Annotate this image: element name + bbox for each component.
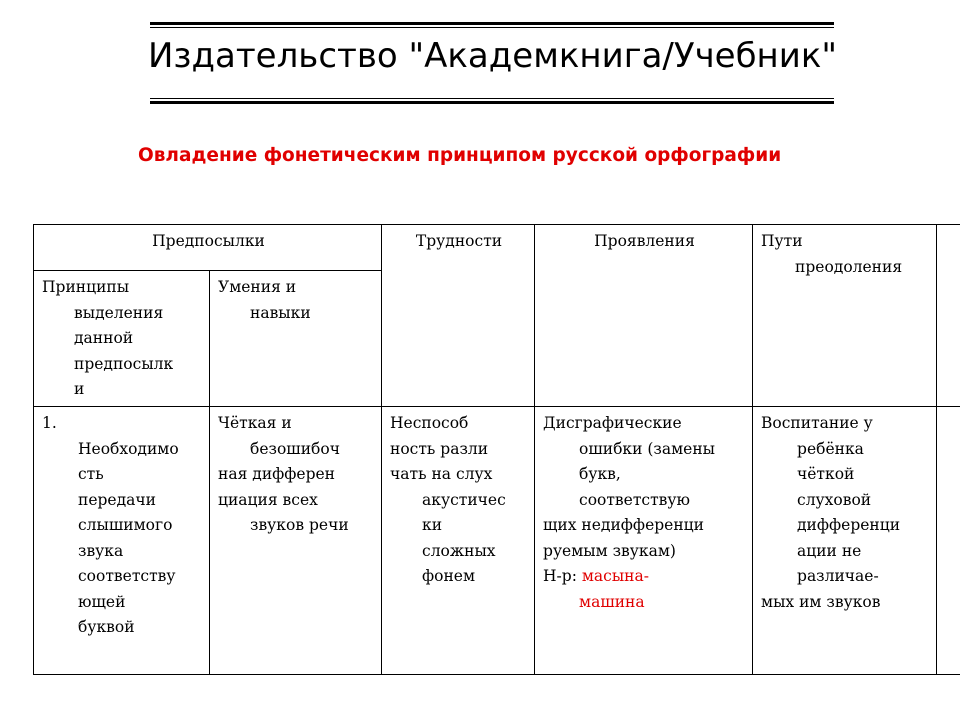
extra-column-cell bbox=[937, 407, 960, 675]
header-rule-top-thick bbox=[150, 22, 834, 25]
header-difficulties: Трудности bbox=[382, 225, 535, 407]
cell-line: Необходимо bbox=[78, 439, 179, 458]
cell-line: ошибки (замены bbox=[579, 439, 716, 458]
cell-line: сложных bbox=[422, 541, 496, 560]
cell-line: передачи bbox=[78, 490, 156, 509]
cell-line: Дисграфические bbox=[543, 414, 682, 432]
cell-line: Неспособ bbox=[390, 414, 469, 432]
cell-line: мых им звуков bbox=[761, 592, 881, 611]
cell-line: буквой bbox=[78, 618, 135, 636]
cell-line: руемым звукам) bbox=[543, 541, 676, 560]
cell-line: слуховой bbox=[797, 490, 872, 509]
example-prefix: Н-р: bbox=[543, 567, 582, 585]
cell-line: соответствую bbox=[579, 490, 691, 509]
table-header-row bbox=[34, 225, 960, 271]
cell-inability bbox=[382, 407, 535, 675]
cell-line: ребёнка bbox=[797, 439, 864, 458]
cell-line: чать на слух bbox=[390, 465, 493, 483]
publisher-title: Издательство "Академкнига/Учебник" bbox=[148, 36, 838, 76]
cell-line: Чёткая и bbox=[218, 414, 292, 432]
principles-line: и bbox=[74, 380, 85, 398]
cell-line: ная дифферен bbox=[218, 465, 336, 483]
cell-line: ность разли bbox=[390, 439, 489, 458]
header-prerequisites: Предпосылки bbox=[34, 225, 382, 271]
cell-dysgraphia bbox=[535, 407, 753, 675]
subheader-principles bbox=[34, 271, 210, 407]
example-word-red: масына- bbox=[581, 567, 649, 585]
principles-line: данной bbox=[74, 329, 134, 347]
page-subtitle: Овладение фонетическим принципом русской орфографии bbox=[138, 145, 782, 166]
cell-line: 1. bbox=[42, 414, 57, 432]
skills-line: Умения и bbox=[218, 278, 297, 296]
cell-line: слышимого bbox=[78, 516, 173, 534]
skills-line: навыки bbox=[250, 303, 311, 322]
header-rule-bottom-thick bbox=[150, 101, 834, 104]
cell-line: соответству bbox=[78, 567, 176, 585]
example-word-red: машина bbox=[579, 592, 645, 611]
principles-line: выделения bbox=[74, 303, 164, 322]
cell-line: звуков речи bbox=[250, 516, 349, 534]
cell-line: букв, bbox=[579, 465, 621, 483]
cell-line: Воспитание у bbox=[761, 414, 873, 432]
cell-line: дифференци bbox=[797, 516, 901, 534]
header-ways-line2: преодоления bbox=[795, 257, 903, 276]
principles-line: Принципы bbox=[42, 278, 130, 296]
cell-necessity bbox=[34, 407, 210, 675]
cell-line: ации не bbox=[797, 541, 862, 560]
header-manifestations: Проявления bbox=[535, 225, 753, 407]
orthography-table bbox=[33, 224, 960, 675]
cell-line: безошибоч bbox=[250, 439, 340, 458]
cell-line: ки bbox=[422, 516, 443, 534]
header-rule-top-thin bbox=[150, 27, 834, 28]
cell-line: сть bbox=[78, 465, 104, 483]
cell-line: звука bbox=[78, 541, 124, 560]
header-ways bbox=[753, 225, 937, 407]
extra-column-cell bbox=[937, 225, 960, 407]
header-ways-line1: Пути bbox=[761, 232, 803, 250]
subheader-skills bbox=[210, 271, 382, 407]
cell-line: ющей bbox=[78, 592, 126, 611]
example-line bbox=[543, 564, 746, 590]
cell-line: фонем bbox=[422, 567, 476, 585]
table-row bbox=[34, 407, 960, 675]
cell-differentiation bbox=[210, 407, 382, 675]
cell-line: щих недифференци bbox=[543, 516, 704, 534]
principles-line: предпосылк bbox=[74, 354, 174, 373]
cell-line: чёткой bbox=[797, 465, 855, 483]
header-rule-bottom-thin bbox=[150, 98, 834, 99]
cell-line: циация всех bbox=[218, 490, 318, 509]
cell-education bbox=[753, 407, 937, 675]
cell-line: акустичес bbox=[422, 490, 506, 509]
cell-line: различае- bbox=[797, 567, 879, 585]
